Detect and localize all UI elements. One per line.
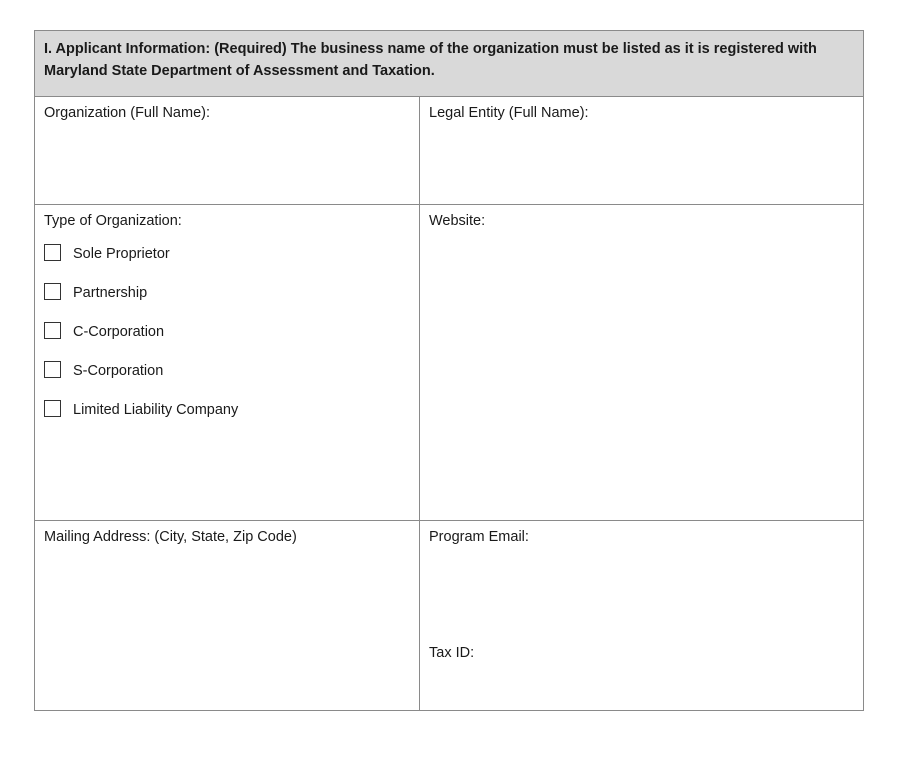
option-c-corporation[interactable] bbox=[44, 322, 410, 342]
organization-name-label: Organization (Full Name): bbox=[44, 105, 210, 121]
mailing-address-field[interactable] bbox=[35, 521, 420, 711]
legal-entity-field[interactable] bbox=[420, 97, 864, 205]
website-field[interactable] bbox=[420, 205, 864, 521]
section-header bbox=[35, 31, 864, 97]
c-corporation-checkbox[interactable] bbox=[44, 322, 61, 339]
limited-liability-company-checkbox[interactable] bbox=[44, 400, 61, 417]
type-of-organization-label: Type of Organization: bbox=[44, 213, 182, 229]
section-header-text: I. Applicant Information: (Required) The business name of the organization must be listed as it is registered with Maryland State Department of Assessment and Taxation. bbox=[44, 41, 817, 79]
sole-proprietor-checkbox[interactable] bbox=[44, 244, 61, 261]
s-corporation-checkbox[interactable] bbox=[44, 361, 61, 378]
s-corporation-label: S-Corporation bbox=[73, 363, 164, 379]
website-label: Website: bbox=[429, 213, 486, 229]
c-corporation-label: C-Corporation bbox=[73, 324, 165, 340]
option-sole-proprietor[interactable] bbox=[44, 244, 410, 264]
program-email-label: Program Email: bbox=[429, 529, 529, 545]
applicant-information-table bbox=[34, 30, 864, 711]
tax-id-label: Tax ID: bbox=[429, 645, 475, 661]
partnership-checkbox[interactable] bbox=[44, 283, 61, 300]
sole-proprietor-label: Sole Proprietor bbox=[73, 246, 170, 262]
option-partnership[interactable] bbox=[44, 283, 410, 303]
option-s-corporation[interactable] bbox=[44, 361, 410, 381]
type-of-organization-cell bbox=[35, 205, 420, 521]
program-email-tax-id-field[interactable] bbox=[420, 521, 864, 711]
organization-name-field[interactable] bbox=[35, 97, 420, 205]
mailing-address-label: Mailing Address: (City, State, Zip Code) bbox=[44, 529, 297, 545]
option-limited-liability-company[interactable] bbox=[44, 400, 410, 420]
partnership-label: Partnership bbox=[73, 285, 148, 301]
limited-liability-company-label: Limited Liability Company bbox=[73, 402, 239, 418]
legal-entity-label: Legal Entity (Full Name): bbox=[429, 105, 589, 121]
